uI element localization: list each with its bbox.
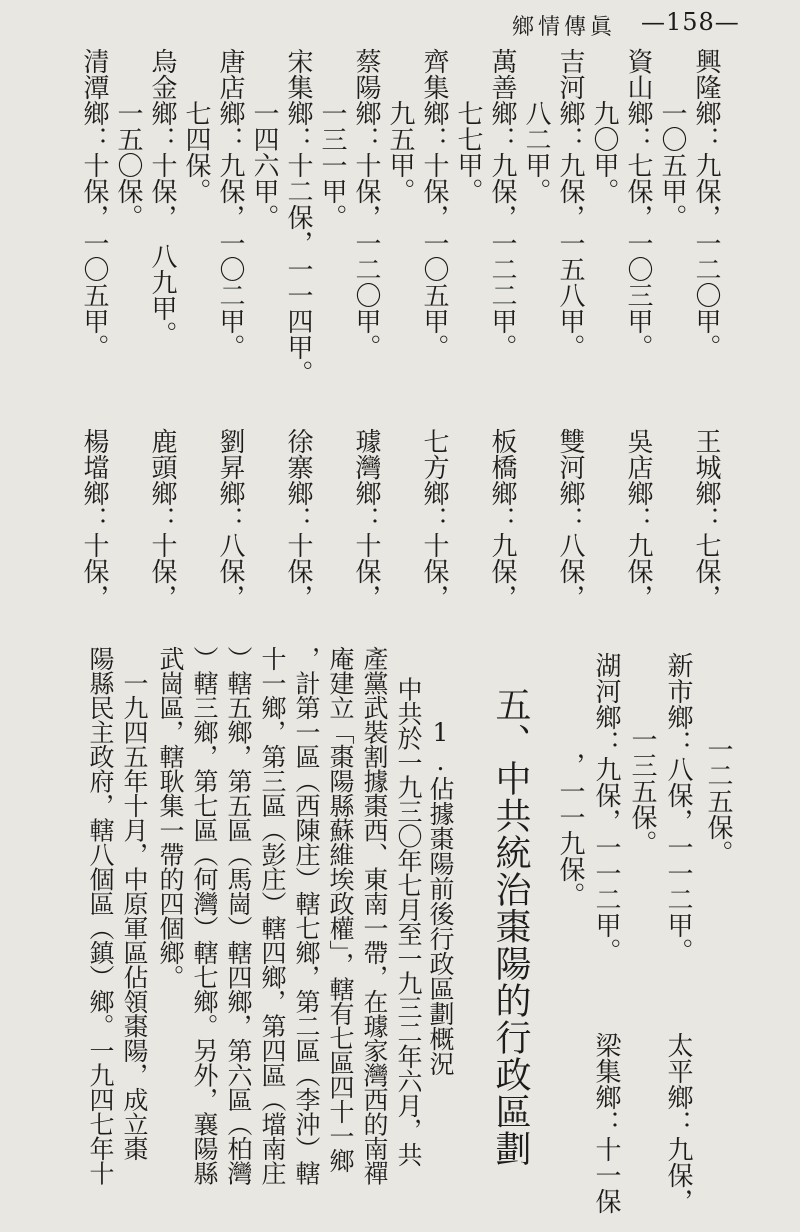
page-number: —158— (641, 8, 740, 36)
township-col-5: 吉河鄉：九保，一五八甲。 (555, 48, 585, 360)
township-col-12: 一三一甲。 (317, 48, 347, 230)
township-col-7: 萬善鄉：九保，一二二甲。 (487, 48, 517, 360)
township-col-7b: 板橋鄉：九保， (487, 428, 517, 610)
township-col-11: 蔡陽鄉：十保，一二〇甲。 (351, 48, 381, 360)
township-col-11b: 璩灣鄉：十保， (351, 428, 381, 610)
township-col-6: 八二甲。 (521, 48, 551, 204)
township-continuation-5: ，一一九保。 (555, 700, 585, 908)
body-line-1: 中共於一九三〇年七月至一九三二年六月，共 (394, 652, 423, 1167)
body-line-10: 陽縣民主政府，轄八個區（鎮）鄉。一九四七年十 (86, 646, 115, 1185)
township-col-9: 齊集鄉：十保，一〇五甲。 (419, 48, 449, 360)
township-col-10: 九五甲。 (385, 48, 415, 204)
body-line-9: 一九四五年十月，中原軍區佔領棗陽，成立棗 (120, 646, 149, 1161)
township-col-15: 唐店鄉：九保，一〇二甲。 (215, 48, 245, 360)
book-title: 鄉情傳眞 (512, 15, 617, 40)
township-col-14: 一四六甲。 (249, 48, 279, 230)
body-line-5: 十一鄉，第三區（彭庄）轄四鄉，第四區（壋南庄 (258, 646, 287, 1185)
township-col-3b: 吳店鄉：九保， (623, 428, 653, 610)
township-continuation-3: 一三五保。 (627, 700, 657, 856)
township-continuation-4: 湖河鄉：九保，一一二甲。 (591, 652, 621, 964)
township-col-15b: 劉昇鄉：八保， (215, 428, 245, 610)
township-col-18: 一五〇保。 (113, 48, 143, 230)
township-col-8: 七七甲。 (453, 48, 483, 204)
body-line-6: ）轄五鄉，第五區（馬崗）轄四鄉，第六區（柏灣 (224, 646, 253, 1185)
township-col-17b: 鹿頭鄉：十保， (147, 428, 177, 610)
township-col-1b: 王城鄉：七保， (691, 428, 721, 610)
township-col-2: 一〇五甲。 (657, 48, 687, 230)
township-col-1: 興隆鄉：九保，一二〇甲。 (691, 48, 721, 360)
township-col-19b: 楊壋鄉：十保， (79, 428, 109, 610)
township-col-13b: 徐寨鄉：十保， (283, 428, 313, 610)
township-continuation-2b: 太平鄉：九保， (663, 1032, 693, 1214)
township-continuation-2: 新市鄉：八保，一一二甲。 (663, 652, 693, 964)
body-line-3: 庵建立「棗陽縣蘇維埃政權」，轄有七區四十一鄉 (326, 646, 355, 1173)
township-col-13: 宋集鄉：十二保，一一四甲。 (283, 48, 313, 386)
township-col-17: 烏金鄉：十保， 八九甲。 (147, 48, 177, 347)
township-col-9b: 七方鄉：十保， (419, 428, 449, 610)
body-line-7: ）轄三鄉，第七區（何灣）轄七鄉。另外，襄陽縣 (190, 646, 219, 1185)
township-col-19: 清潭鄉：十保，一〇五甲。 (79, 48, 109, 360)
section-heading: 五、中共統治棗陽的行政區劃 (490, 686, 531, 1167)
township-col-3: 資山鄉：七保，一〇三甲。 (623, 48, 653, 360)
body-line-4: ，計第一區（西陳庄）轄七鄉，第二區（李沖）轄 (292, 646, 321, 1185)
township-col-5b: 雙河鄉：八保， (555, 428, 585, 610)
township-continuation-4b: 梁集鄉：十一保 (591, 1032, 621, 1214)
body-line-8: 武崗區，轄耿集一帶的四個鄉。 (156, 646, 185, 989)
township-col-16: 七四保。 (181, 48, 211, 204)
township-continuation-1: 一二五保。 (703, 736, 733, 866)
body-line-2: 產黨武裝割據棗西、東南一帶，在璩家灣西的南禪 (360, 646, 389, 1185)
township-col-4: 九〇甲。 (589, 48, 619, 204)
section-subheading: 1.佔據棗陽前後行政區劃概況 (426, 718, 455, 1076)
